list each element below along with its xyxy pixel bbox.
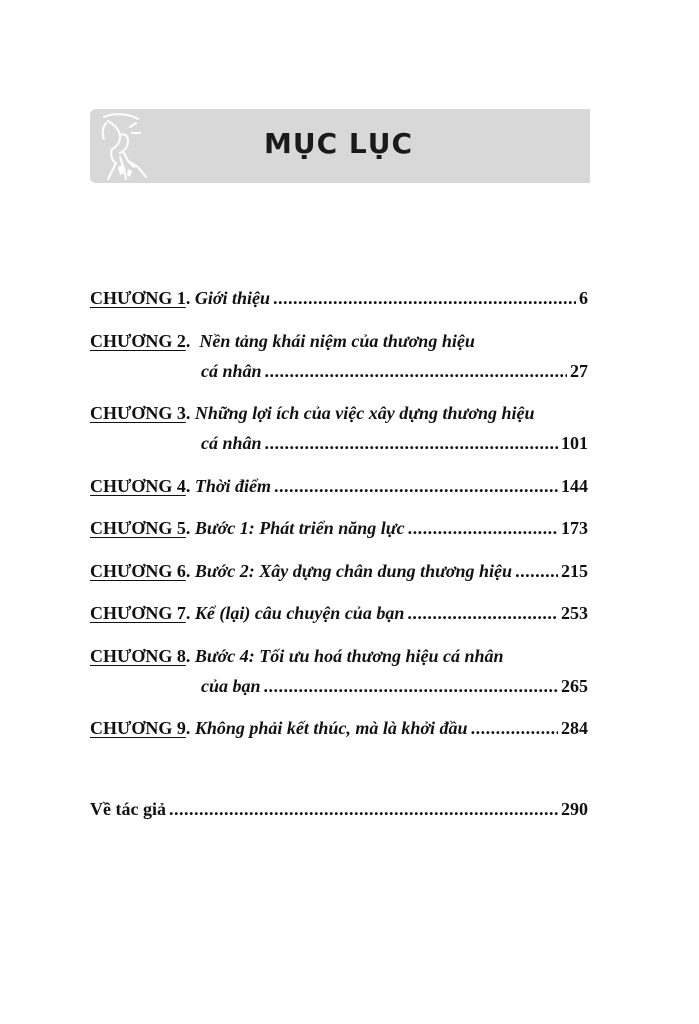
dot-leader xyxy=(265,356,567,386)
dot-leader xyxy=(407,598,558,628)
dot-leader xyxy=(169,799,558,820)
page-number: 27 xyxy=(570,360,588,381)
chapter-title: Bước 4: Tối ưu hoá thương hiệu cá nhân xyxy=(194,645,504,666)
toc-entry-4[interactable]: CHƯƠNG 4 . Thời điểm ..... 144 xyxy=(90,471,588,501)
dot-leader xyxy=(274,471,558,501)
toc-entry-about-author[interactable] xyxy=(90,799,588,820)
chapter-label: CHƯƠNG 6 xyxy=(90,560,186,581)
chapter-label: CHƯƠNG 9 xyxy=(90,718,186,738)
page-number: 290 xyxy=(561,799,588,819)
chapter-title: Bước 2: Xây dựng chân dung thương hiệu xyxy=(194,560,513,581)
chapter-title: Giới thiệu xyxy=(194,288,271,308)
page-number: 173 xyxy=(561,518,588,538)
toc-entry-3[interactable]: CHƯƠNG 3 . Những lợi ích của việc xây dựng thương hiệu cá nhân ..... 101 xyxy=(90,398,588,458)
chapter-title: Những lợi ích của việc xây dựng thương hiệu xyxy=(194,403,535,423)
toc-entry-2[interactable]: CHƯƠNG 2 . Nền tảng khái niệm của thương hiệu cá nhân ..... 27 xyxy=(90,326,588,386)
dot-leader xyxy=(265,428,558,458)
page-number: 101 xyxy=(561,433,588,453)
chapter-title: Bước 1: Phát triển năng lực xyxy=(194,518,405,538)
dot-leader xyxy=(273,283,576,313)
page-number: 144 xyxy=(561,475,588,496)
page-number: 215 xyxy=(561,560,588,581)
page-title: MỤC LỤC xyxy=(264,127,414,160)
header-band xyxy=(90,109,590,183)
dot-leader xyxy=(515,556,558,586)
chapter-label: CHƯƠNG 8 xyxy=(90,645,186,666)
chapter-label: CHƯƠNG 7 xyxy=(90,603,186,623)
toc-entry-6[interactable]: CHƯƠNG 6 . Bước 2: Xây dựng chân dung thương hiệu ..... 215 xyxy=(90,556,588,586)
page-number: 284 xyxy=(561,718,588,738)
chapter-label: CHƯƠNG 3 xyxy=(90,403,186,423)
chapter-title: Thời điểm xyxy=(194,475,271,496)
page-number: 265 xyxy=(561,675,588,696)
chapter-label: CHƯƠNG 2 xyxy=(90,330,186,351)
dot-leader xyxy=(471,713,558,743)
toc-entry-5[interactable]: CHƯƠNG 5 . Bước 1: Phát triển năng lực ..... 173 xyxy=(90,513,588,543)
dot-leader xyxy=(264,671,558,701)
toc-entry-1[interactable]: CHƯƠNG 1 . Giới thiệu ..... 6 xyxy=(90,283,588,313)
chapter-title: Nền tảng khái niệm của thương hiệu xyxy=(199,330,475,351)
page-number: 6 xyxy=(579,288,588,308)
dot-leader xyxy=(408,513,558,543)
chapter-label: CHƯƠNG 5 xyxy=(90,518,186,538)
toc-entry-9[interactable]: CHƯƠNG 9 . Không phải kết thúc, mà là khởi đầu ..... 284 xyxy=(90,713,588,743)
chapter-label: CHƯƠNG 1 xyxy=(90,288,186,308)
about-author-title: Về tác giả xyxy=(90,799,166,819)
chapter-title-cont: của bạn xyxy=(201,675,261,696)
person-portrait-icon xyxy=(94,111,150,181)
toc-entry-8[interactable]: CHƯƠNG 8 . Bước 4: Tối ưu hoá thương hiệu cá nhân của bạn ..... 265 xyxy=(90,641,588,701)
chapter-title: Kể (lại) câu chuyện của bạn xyxy=(194,603,405,623)
chapter-label: CHƯƠNG 4 xyxy=(90,475,186,496)
chapter-title-cont: cá nhân xyxy=(201,433,262,453)
chapter-title-cont: cá nhân xyxy=(201,360,262,381)
chapter-title: Không phải kết thúc, mà là khởi đầu xyxy=(194,718,468,738)
page-number: 253 xyxy=(561,603,588,623)
toc-entry-7[interactable]: CHƯƠNG 7 . Kể (lại) câu chuyện của bạn ..... 253 xyxy=(90,598,588,628)
table-of-contents xyxy=(90,283,588,756)
